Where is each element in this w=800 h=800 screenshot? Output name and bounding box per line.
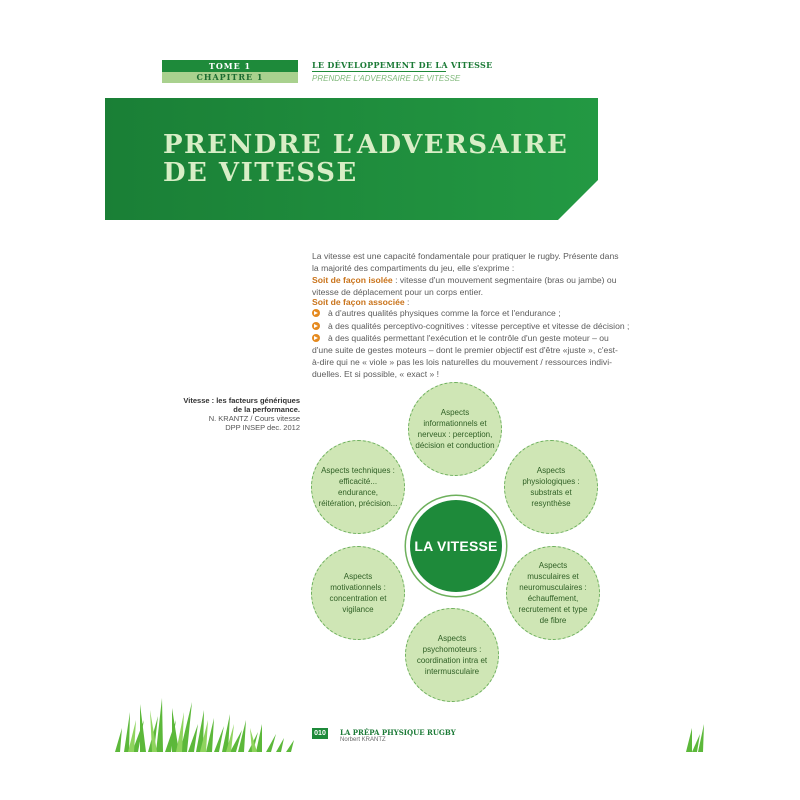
tome-label: TOME 1	[162, 60, 298, 72]
isolated-text: : vitesse d'un mouvement segmentaire (bras ou jambe) ou	[392, 275, 617, 285]
node-physiologiques	[504, 440, 598, 534]
intro-line: la majorité des compartiments du jeu, elle s'exprime :	[312, 263, 515, 273]
page-title-line-1: PRENDRE L’ADVERSAIRE	[163, 130, 569, 160]
page-title-line-2: DE VITESSE	[163, 158, 358, 188]
center-label: LA VITESSE	[414, 538, 498, 554]
arrow-bullet-icon	[312, 334, 320, 342]
bullet-item: à des qualités permettant l'exécution et le contrôle d'un geste moteur – ou	[328, 333, 609, 343]
bullet-item-continued: duelles. Et si possible, « exact » !	[312, 369, 440, 379]
node-techniques	[311, 440, 405, 534]
chapter-label: CHAPITRE 1	[162, 72, 298, 83]
center-node-vitesse	[410, 500, 502, 592]
node-psychomoteurs	[405, 608, 499, 702]
node-label: Aspects musculaires et neuromusculaires : échauffement, recrutement et type de fibre	[518, 561, 588, 625]
figure-caption-source: N. KRANTZ / Cours vitesse	[208, 414, 300, 423]
isolated-paragraph	[312, 274, 617, 286]
bullet-item-continued: à-dire qui ne « viole » pas les lois naturelles du mouvement / ressources indivi-	[312, 357, 612, 367]
node-label: Aspects informationnels et nerveux : perception, décision et conduction	[415, 408, 495, 450]
node-label: Aspects physiologiques : substrats et resynthèse	[522, 466, 580, 508]
figure-caption-title: de la performance.	[233, 405, 300, 414]
intro-line: La vitesse est une capacité fondamentale pour pratiquer le rugby. Présente dans	[312, 251, 619, 261]
page-number: 010	[312, 728, 328, 739]
bullet-item: à des qualités perceptivo-cognitives : vitesse perceptive et vitesse de décision ;	[328, 321, 630, 331]
book-title: LA PRÉPA PHYSIQUE RUGBY	[340, 728, 456, 737]
section-subtitle: PRENDRE L'ADVERSAIRE DE VITESSE	[312, 74, 461, 83]
grass-decoration-right	[682, 722, 712, 752]
node-label: Aspects psychomoteurs : coordination intra et intermusculaire	[416, 634, 488, 676]
figure-caption-title: Vitesse : les facteurs génériques	[183, 396, 300, 405]
bullet-item: à d'autres qualités physiques comme la force et l'endurance ;	[328, 308, 561, 318]
figure-caption-source: DPP INSEP dec. 2012	[225, 423, 300, 432]
associated-suffix: :	[404, 297, 410, 307]
book-author: Norbert KRANTZ	[340, 737, 386, 743]
grass-decoration-left	[110, 690, 310, 752]
isolated-text-line: vitesse de déplacement pour un corps entier.	[312, 287, 484, 297]
node-label: Aspects techniques : efficacité... endurance, réitération, précision...	[318, 466, 398, 508]
arrow-bullet-icon	[312, 322, 320, 330]
isolated-heading: Soit de façon isolée	[312, 275, 393, 285]
arrow-bullet-icon	[312, 309, 320, 317]
section-title: LE DÉVELOPPEMENT DE LA VITESSE	[312, 60, 493, 70]
bullet-item-continued: d'une suite de gestes moteurs – dont le premier objectif est d'être «juste », c'est-	[312, 345, 618, 355]
associated-heading: Soit de façon associée	[312, 297, 405, 307]
node-musculaires	[506, 546, 600, 640]
node-motivationnels	[311, 546, 405, 640]
node-label: Aspects motivationnels : concentration et vigilance	[329, 572, 387, 614]
node-informationnels	[408, 382, 502, 476]
